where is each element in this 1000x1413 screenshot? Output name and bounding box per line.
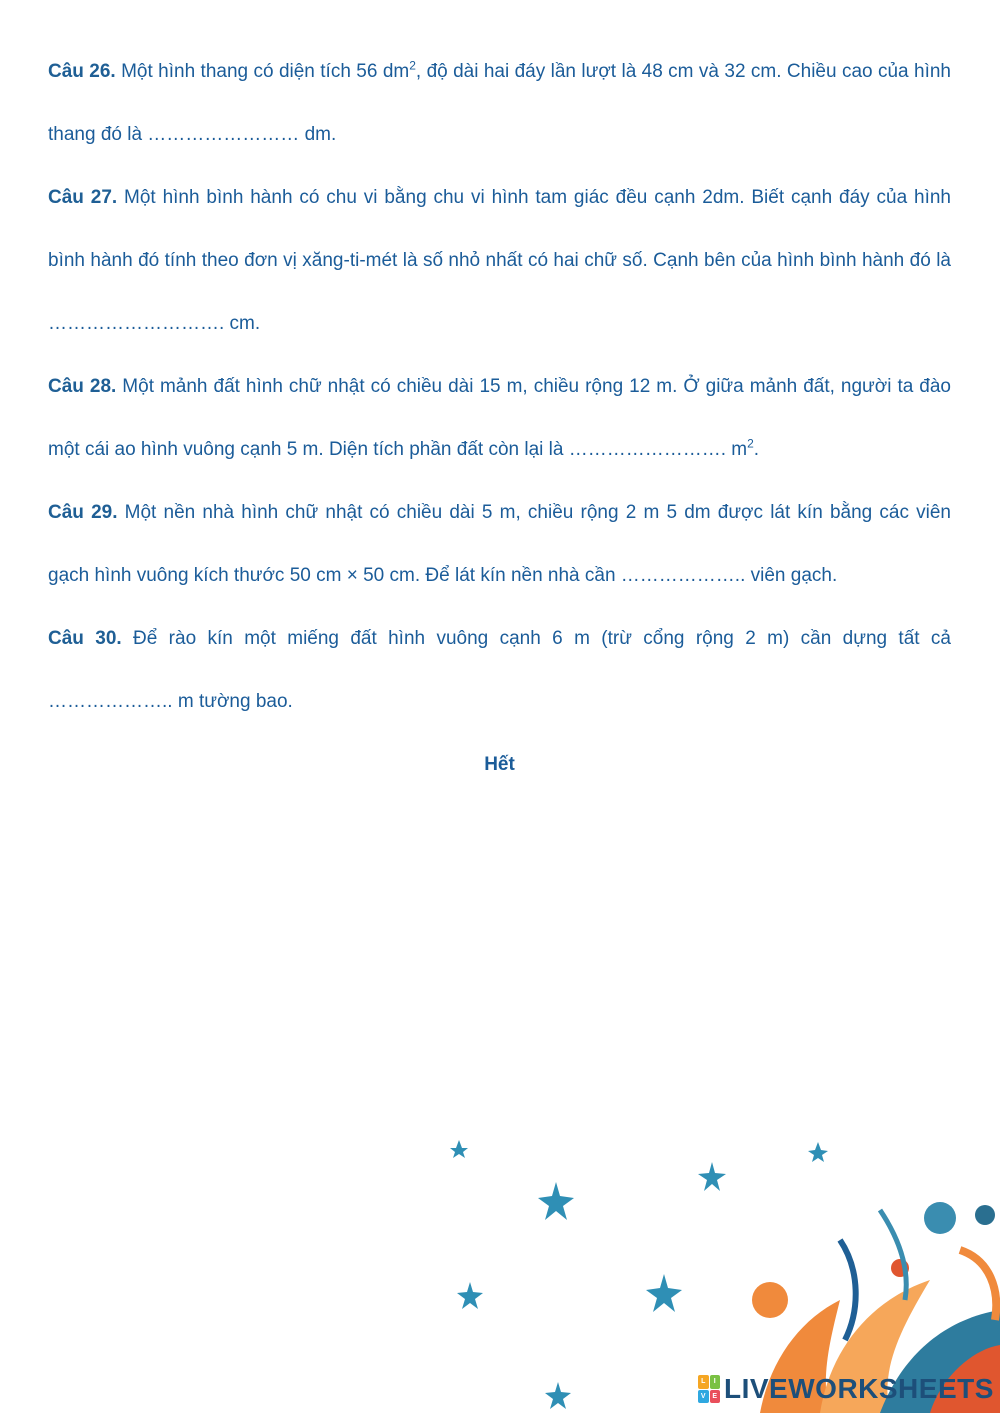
question-26 xyxy=(48,40,951,166)
question-text: . xyxy=(753,439,760,460)
logo-letter: V xyxy=(698,1390,709,1404)
logo-text: LIVEWORKSHEETS xyxy=(724,1373,994,1404)
liveworksheets-logo xyxy=(698,1373,994,1405)
decorative-artwork xyxy=(0,1120,1000,1413)
question-text: Một hình thang có diện tích 56 dm xyxy=(115,61,410,82)
question-number: Câu 29. xyxy=(48,502,118,523)
worksheet-content xyxy=(48,40,951,796)
question-text: Để rào kín một miếng đất hình vuông cạnh 6 m (trừ cổng rộng 2 m) cần dựng tất cả ……………….. m tường bao. xyxy=(48,628,951,712)
question-28 xyxy=(48,355,951,481)
question-text: Một nền nhà hình chữ nhật có chiều dài 5 m, chiều rộng 2 m 5 dm được lát kín bằng các viên gạch hình vuông kích thước 50 cm × 50 cm. Để lát kín nền nhà cần ……………….. viên gạch. xyxy=(48,502,951,586)
logo-letter: L xyxy=(698,1375,709,1389)
question-27 xyxy=(48,166,951,355)
question-text: , độ dài hai đáy lần lượt là 48 cm và 32 cm. Chiều cao của hình thang đó là …………………… dm. xyxy=(48,61,951,145)
logo-letter: I xyxy=(710,1375,721,1389)
question-text: Một mảnh đất hình chữ nhật có chiều dài 15 m, chiều rộng 12 m. Ở giữa mảnh đất, người ta đào một cái ao hình vuông cạnh 5 m. Diện tích phần đất còn lại là ……………………. m xyxy=(48,376,951,460)
question-30 xyxy=(48,607,951,733)
star-icon xyxy=(450,1140,828,1409)
question-number: Câu 26. xyxy=(48,61,116,82)
question-number: Câu 28. xyxy=(48,376,117,397)
question-text: Một hình bình hành có chu vi bằng chu vi hình tam giác đều cạnh 2dm. Biết cạnh đáy của hình bình hành đó tính theo đơn vị xăng-ti-mét là số nhỏ nhất có hai chữ số. Cạnh bên của hình bình hành đó là ………………………. cm. xyxy=(48,187,951,334)
question-number: Câu 30. xyxy=(48,628,122,649)
end-marker: Hết xyxy=(484,754,515,775)
logo-badge xyxy=(698,1375,720,1403)
question-number: Câu 27. xyxy=(48,187,118,208)
question-29 xyxy=(48,481,951,607)
logo-letter: E xyxy=(710,1390,721,1404)
superscript: 2 xyxy=(409,58,416,73)
superscript: 2 xyxy=(747,436,754,451)
